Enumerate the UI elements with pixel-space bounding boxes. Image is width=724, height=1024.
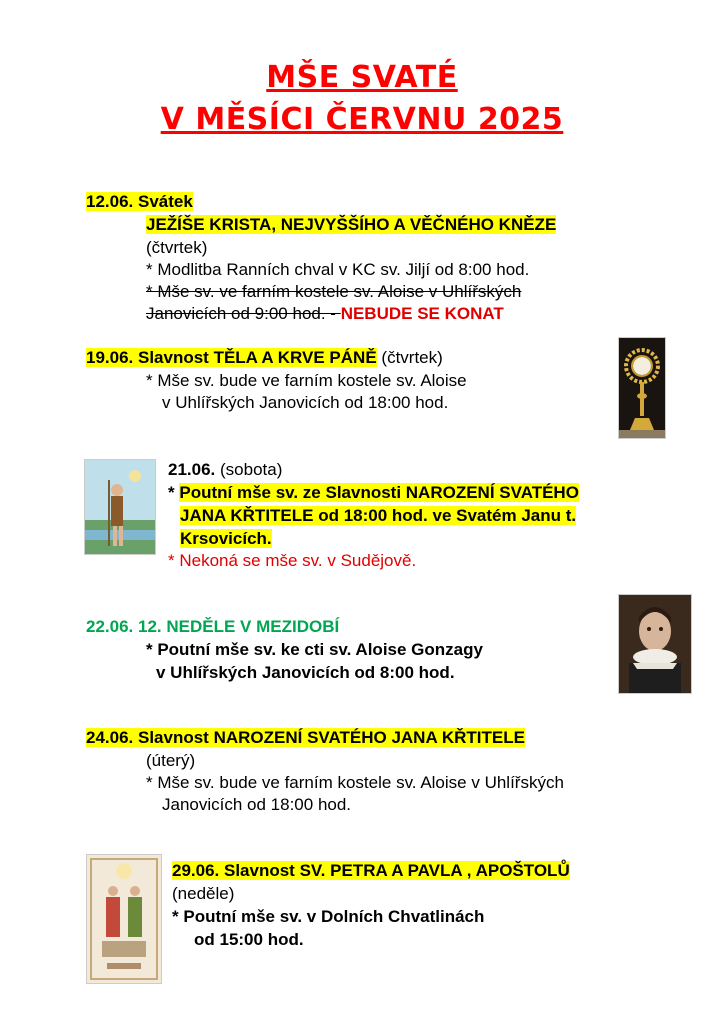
entry-21-06-item1c-row — [180, 528, 272, 550]
entry-21-06-item1c: Krsovicích. — [180, 529, 272, 548]
entry-21-06-star: * — [168, 483, 175, 502]
entry-19-06-item1: * Mše sv. bude ve farním kostele sv. Aloise — [146, 371, 467, 390]
entry-12-06-item1: * Modlitba Ranních chval v KC sv. Jiljí od 8:00 hod. — [146, 260, 530, 279]
entry-21-06-note: * Nekoná se mše sv. v Sudějově. — [168, 551, 417, 570]
entry-24-06-day: (úterý) — [146, 751, 196, 770]
entry-21-06-day: (sobota) — [220, 460, 283, 479]
page-title-line1: MŠE SVATÉ — [266, 60, 458, 95]
entry-21-06-date: 21.06. — [168, 460, 216, 479]
entry-12-06-day: (čtvrtek) — [146, 238, 208, 257]
monstrance-image — [618, 337, 666, 439]
entry-24-06-item2: Janovicích od 18:00 hod. — [162, 795, 352, 814]
sts-peter-paul-image — [86, 854, 162, 984]
entry-19-06-heading: 19.06. Slavnost TĚLA A KRVE PÁNĚ — [86, 348, 377, 367]
entry-21-06-item1b: JANA KŘTITELE od 18:00 hod. ve Svatém Janu t. — [180, 506, 577, 525]
entry-29-06-item1-row — [172, 906, 484, 928]
entry-12-06-item2a: * Mše sv. ve farním kostele sv. Aloise v Uhlířských — [146, 282, 522, 301]
entry-12-06-item2b-row — [146, 303, 504, 325]
entry-12-06-feast — [146, 214, 556, 236]
entry-21-06-item1b-row — [180, 505, 576, 527]
entry-12-06-feast-text: JEŽÍŠE KRISTA, NEJVYŠŠÍHO A VĚČNÉHO KNĚZE — [146, 215, 557, 234]
entry-24-06-heading-row — [86, 727, 525, 749]
entry-24-06-item1: * Mše sv. bude ve farním kostele sv. Aloise v Uhlířských — [146, 773, 564, 792]
entry-22-06-item2: v Uhlířských Janovicích od 8:00 hod. — [156, 663, 455, 682]
entry-12-06-item2b: Janovicích od 9:00 hod. - — [146, 304, 341, 323]
st-john-baptist-image — [84, 459, 156, 555]
entry-21-06-item1a-row — [168, 482, 579, 504]
entry-19-06-day: (čtvrtek) — [381, 348, 443, 367]
entry-19-06-item2: v Uhlířských Janovicích od 18:00 hod. — [162, 393, 449, 412]
st-aloysius-portrait — [618, 594, 692, 694]
entry-12-06-heading — [86, 191, 193, 213]
entry-29-06-item1: Poutní mše sv. v Dolních Chvatlinách — [183, 907, 485, 926]
entry-21-06-heading-row — [168, 459, 282, 481]
entry-22-06-heading: 22.06. 12. NEDĚLE V MEZIDOBÍ — [86, 617, 340, 636]
entry-22-06-item1: * Poutní mše sv. ke cti sv. Aloise Gonzagy — [146, 640, 483, 659]
entry-29-06-heading-row — [172, 860, 570, 882]
entry-29-06-item2: od 15:00 hod. — [194, 930, 304, 949]
entry-21-06-item1a: Poutní mše sv. ze Slavnosti NAROZENÍ SVATÉHO — [179, 483, 579, 502]
entry-12-06-date: 12.06. Svátek — [86, 192, 193, 211]
entry-29-06-day: (neděle) — [172, 884, 235, 903]
entry-29-06-star: * — [172, 907, 179, 926]
entry-24-06-heading: 24.06. Slavnost NAROZENÍ SVATÉHO JANA KŘTITELE — [86, 728, 525, 747]
entry-19-06-heading-row — [86, 347, 443, 369]
page-title-line2: V MĚSÍCI ČERVNU 2025 — [160, 102, 564, 137]
entry-29-06-heading: 29.06. Slavnost SV. PETRA A PAVLA , APOŠTOLŮ — [172, 861, 570, 880]
entry-12-06-cancel: NEBUDE SE KONAT — [340, 304, 504, 323]
